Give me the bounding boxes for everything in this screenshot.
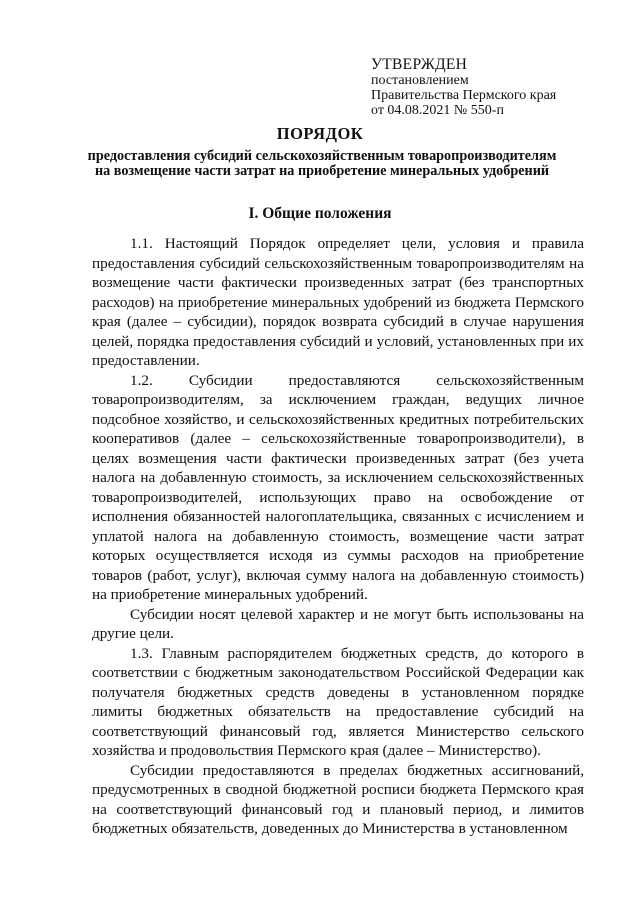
approval-stamp <box>371 56 556 118</box>
approval-date: от 04.08.2021 № 550-п <box>371 103 504 118</box>
document-body <box>92 234 584 839</box>
paragraph: 1.1. Настоящий Порядок определяет цели, условия и правила предоставления субсидий сельскохозяйственным товаропроизводителям на возмещение части фактически произведенных затрат (без транспортных расходов) на приобретение минеральных удобрений из бюджета Пермского края (далее – субсидии), порядок возврата субсидий в случае нарушения целей, порядка предоставления субсидий и условий, установленных при их предоставлении. <box>92 235 584 369</box>
approval-heading: УТВЕРЖДЕН <box>371 56 468 73</box>
paragraph: Субсидии предоставляются в пределах бюджетных ассигнований, предусмотренных в сводной бюджетной росписи бюджета Пермского края на соответствующий финансовый год и плановый период, и лимитов бюджетных обязательств, доведенных до Министерства в установленном <box>92 761 584 837</box>
paragraph: Субсидии носят целевой характер и не могут быть использованы на другие цели. <box>92 605 584 642</box>
document-title: ПОРЯДОК <box>276 124 364 143</box>
paragraph: 1.3. Главным распорядителем бюджетных средств, до которого в соответствии с бюджетным законодательством Российской Федерации как получателя бюджетных средств доведены в установленном порядке лимиты бюджетных обязательств на предоставление субсидий на соответствующий финансовый год, является Министерство сельского хозяйства и продовольствия Пермского края (далее – Министерство). <box>92 644 584 759</box>
document-subtitle: предоставления субсидий сельскохозяйственным товаропроизводителям на возмещение части затрат на приобретение минеральных удобрений <box>87 148 557 179</box>
paragraph: 1.2. Субсидии предоставляются сельскохозяйственным товаропроизводителям, за исключением граждан, ведущих личное подсобное хозяйство, и сельскохозяйственных кредитных потребительских кооперативов (далее – сельскохозяйственные товаропроизводители), в целях возмещения части фактически произведенных затрат (без учета налога на добавленную стоимость, за исключением сельскохозяйственных товаропроизводителей, использующих право на освобождение от исполнения обязанностей налогоплательщика, связанных с исчислением и уплатой налога на добавленную стоимость, возмещение части затрат которых осуществляется исходя из суммы расходов на приобретение товаров (работ, услуг), включая сумму налога на добавленную стоимость) на приобретение минеральных удобрений. <box>92 371 584 603</box>
approval-line: Правительства Пермского края <box>371 88 557 103</box>
approval-line: постановлением <box>371 73 469 88</box>
section-heading: I. Общие положения <box>248 205 392 222</box>
